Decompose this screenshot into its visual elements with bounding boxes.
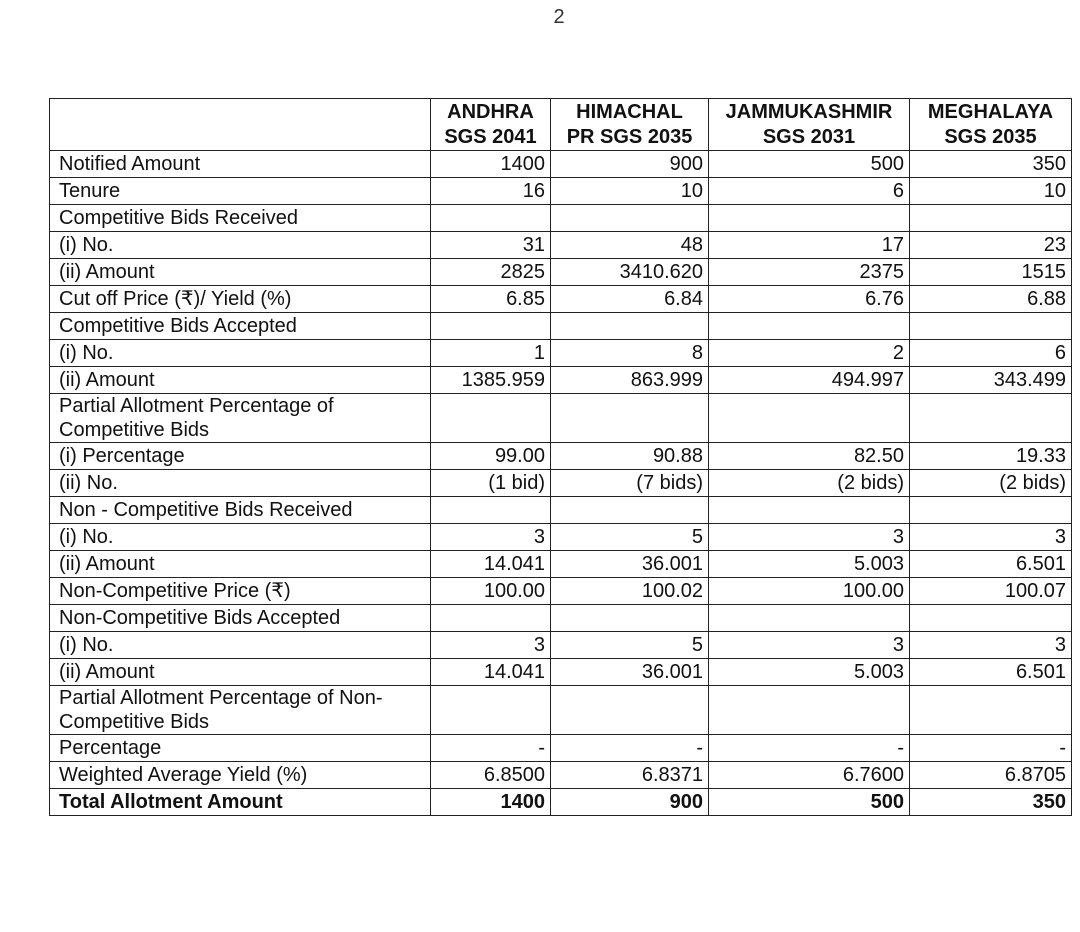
row-label: Non-Competitive Price (₹) xyxy=(50,578,431,605)
cell-meghalaya xyxy=(910,605,1072,632)
cell-andhra xyxy=(431,605,551,632)
cell-himachal xyxy=(551,686,709,735)
cell-meghalaya: 1515 xyxy=(910,259,1072,286)
cell-himachal: 100.02 xyxy=(551,578,709,605)
row-label: Cut off Price (₹)/ Yield (%) xyxy=(50,286,431,313)
cell-jammukashmir xyxy=(709,497,910,524)
table-row xyxy=(50,394,1072,443)
cell-andhra: 99.00 xyxy=(431,443,551,470)
cell-meghalaya: 10 xyxy=(910,178,1072,205)
cell-himachal: 36.001 xyxy=(551,551,709,578)
row-label: Partial Allotment Percentage of Non-Competitive Bids xyxy=(50,686,431,735)
cell-andhra: 6.85 xyxy=(431,286,551,313)
table-row xyxy=(50,367,1072,394)
cell-andhra xyxy=(431,686,551,735)
cell-andhra: 3 xyxy=(431,524,551,551)
cell-meghalaya: 6.88 xyxy=(910,286,1072,313)
table-row xyxy=(50,524,1072,551)
cell-meghalaya: 6.501 xyxy=(910,659,1072,686)
cell-himachal: 900 xyxy=(551,151,709,178)
cell-meghalaya: 343.499 xyxy=(910,367,1072,394)
cell-andhra xyxy=(431,394,551,443)
cell-jammukashmir xyxy=(709,686,910,735)
row-label: (i) Percentage xyxy=(50,443,431,470)
cell-himachal: 3410.620 xyxy=(551,259,709,286)
table-row xyxy=(50,232,1072,259)
cell-himachal: 8 xyxy=(551,340,709,367)
cell-jammukashmir: 3 xyxy=(709,632,910,659)
cell-andhra: 3 xyxy=(431,632,551,659)
column-header-meghalaya: MEGHALAYA SGS 2035 xyxy=(910,99,1072,151)
cell-himachal: (7 bids) xyxy=(551,470,709,497)
row-label: Competitive Bids Received xyxy=(50,205,431,232)
cell-meghalaya xyxy=(910,313,1072,340)
cell-himachal: 90.88 xyxy=(551,443,709,470)
cell-andhra: 16 xyxy=(431,178,551,205)
row-label: Notified Amount xyxy=(50,151,431,178)
cell-jammukashmir xyxy=(709,605,910,632)
row-label: (i) No. xyxy=(50,232,431,259)
cell-himachal xyxy=(551,313,709,340)
cell-jammukashmir xyxy=(709,394,910,443)
cell-meghalaya xyxy=(910,205,1072,232)
row-label: Weighted Average Yield (%) xyxy=(50,762,431,789)
total-row xyxy=(50,789,1072,816)
row-label: Partial Allotment Percentage of Competitive Bids xyxy=(50,394,431,443)
cell-jammukashmir: 82.50 xyxy=(709,443,910,470)
cell-andhra xyxy=(431,497,551,524)
cell-andhra: 14.041 xyxy=(431,551,551,578)
cell-himachal xyxy=(551,497,709,524)
auction-results-table xyxy=(49,98,1072,816)
cell-andhra: (1 bid) xyxy=(431,470,551,497)
row-label: Tenure xyxy=(50,178,431,205)
cell-jammukashmir: 3 xyxy=(709,524,910,551)
cell-himachal: 5 xyxy=(551,632,709,659)
cell-himachal xyxy=(551,205,709,232)
cell-himachal xyxy=(551,394,709,443)
row-label: Competitive Bids Accepted xyxy=(50,313,431,340)
table-row xyxy=(50,686,1072,735)
cell-meghalaya: 6 xyxy=(910,340,1072,367)
table-row xyxy=(50,443,1072,470)
table-row xyxy=(50,735,1072,762)
row-label: Non - Competitive Bids Received xyxy=(50,497,431,524)
cell-meghalaya: 3 xyxy=(910,524,1072,551)
cell-jammukashmir: 2375 xyxy=(709,259,910,286)
cell-andhra: 31 xyxy=(431,232,551,259)
table-row xyxy=(50,286,1072,313)
cell-jammukashmir xyxy=(709,205,910,232)
cell-andhra: 6.8500 xyxy=(431,762,551,789)
cell-jammukashmir: 500 xyxy=(709,151,910,178)
table-row xyxy=(50,340,1072,367)
cell-jammukashmir: (2 bids) xyxy=(709,470,910,497)
table-row xyxy=(50,762,1072,789)
row-label: (ii) No. xyxy=(50,470,431,497)
table-body xyxy=(50,151,1072,816)
cell-jammukashmir: 5.003 xyxy=(709,551,910,578)
cell-himachal: 36.001 xyxy=(551,659,709,686)
cell-jammukashmir: 6 xyxy=(709,178,910,205)
row-label: (ii) Amount xyxy=(50,659,431,686)
cell-jammukashmir: 6.7600 xyxy=(709,762,910,789)
table-row xyxy=(50,578,1072,605)
table-row xyxy=(50,551,1072,578)
cell-meghalaya: 6.501 xyxy=(910,551,1072,578)
cell-meghalaya: 350 xyxy=(910,789,1072,816)
cell-meghalaya xyxy=(910,686,1072,735)
table-row xyxy=(50,205,1072,232)
row-label: (i) No. xyxy=(50,340,431,367)
cell-himachal: 48 xyxy=(551,232,709,259)
table-row xyxy=(50,151,1072,178)
cell-meghalaya: 350 xyxy=(910,151,1072,178)
cell-andhra xyxy=(431,313,551,340)
cell-jammukashmir: 6.76 xyxy=(709,286,910,313)
header-row xyxy=(50,99,1072,151)
row-label: (ii) Amount xyxy=(50,367,431,394)
cell-andhra: 1400 xyxy=(431,789,551,816)
cell-meghalaya xyxy=(910,394,1072,443)
row-label: (ii) Amount xyxy=(50,259,431,286)
row-label: Non-Competitive Bids Accepted xyxy=(50,605,431,632)
cell-meghalaya: (2 bids) xyxy=(910,470,1072,497)
cell-andhra: 1400 xyxy=(431,151,551,178)
table-row xyxy=(50,605,1072,632)
cell-meghalaya: 100.07 xyxy=(910,578,1072,605)
cell-meghalaya: - xyxy=(910,735,1072,762)
column-header-himachal: HIMACHAL PR SGS 2035 xyxy=(551,99,709,151)
cell-andhra: - xyxy=(431,735,551,762)
cell-jammukashmir: 2 xyxy=(709,340,910,367)
cell-meghalaya: 3 xyxy=(910,632,1072,659)
table-row xyxy=(50,497,1072,524)
cell-jammukashmir: 5.003 xyxy=(709,659,910,686)
cell-meghalaya: 23 xyxy=(910,232,1072,259)
row-label: Percentage xyxy=(50,735,431,762)
cell-himachal xyxy=(551,605,709,632)
cell-andhra xyxy=(431,205,551,232)
cell-meghalaya: 19.33 xyxy=(910,443,1072,470)
cell-himachal: 900 xyxy=(551,789,709,816)
row-label: (i) No. xyxy=(50,524,431,551)
column-header-jammukashmir: JAMMUKASHMIR SGS 2031 xyxy=(709,99,910,151)
column-header-andhra: ANDHRA SGS 2041 xyxy=(431,99,551,151)
cell-andhra: 1385.959 xyxy=(431,367,551,394)
table-row xyxy=(50,259,1072,286)
cell-jammukashmir: 17 xyxy=(709,232,910,259)
row-label: Total Allotment Amount xyxy=(50,789,431,816)
cell-jammukashmir: 500 xyxy=(709,789,910,816)
cell-andhra: 100.00 xyxy=(431,578,551,605)
cell-andhra: 2825 xyxy=(431,259,551,286)
cell-himachal: 6.84 xyxy=(551,286,709,313)
table-row xyxy=(50,313,1072,340)
cell-himachal: 6.8371 xyxy=(551,762,709,789)
row-label: (ii) Amount xyxy=(50,551,431,578)
row-label: (i) No. xyxy=(50,632,431,659)
header-blank-cell xyxy=(50,99,431,151)
table-row xyxy=(50,470,1072,497)
cell-meghalaya xyxy=(910,497,1072,524)
table-row xyxy=(50,178,1072,205)
cell-himachal: 5 xyxy=(551,524,709,551)
table-row xyxy=(50,632,1072,659)
cell-jammukashmir: - xyxy=(709,735,910,762)
cell-himachal: 10 xyxy=(551,178,709,205)
cell-andhra: 14.041 xyxy=(431,659,551,686)
cell-jammukashmir xyxy=(709,313,910,340)
cell-meghalaya: 6.8705 xyxy=(910,762,1072,789)
table-row xyxy=(50,659,1072,686)
cell-jammukashmir: 100.00 xyxy=(709,578,910,605)
cell-andhra: 1 xyxy=(431,340,551,367)
page-number: 2 xyxy=(553,6,565,28)
cell-jammukashmir: 494.997 xyxy=(709,367,910,394)
cell-himachal: 863.999 xyxy=(551,367,709,394)
cell-himachal: - xyxy=(551,735,709,762)
